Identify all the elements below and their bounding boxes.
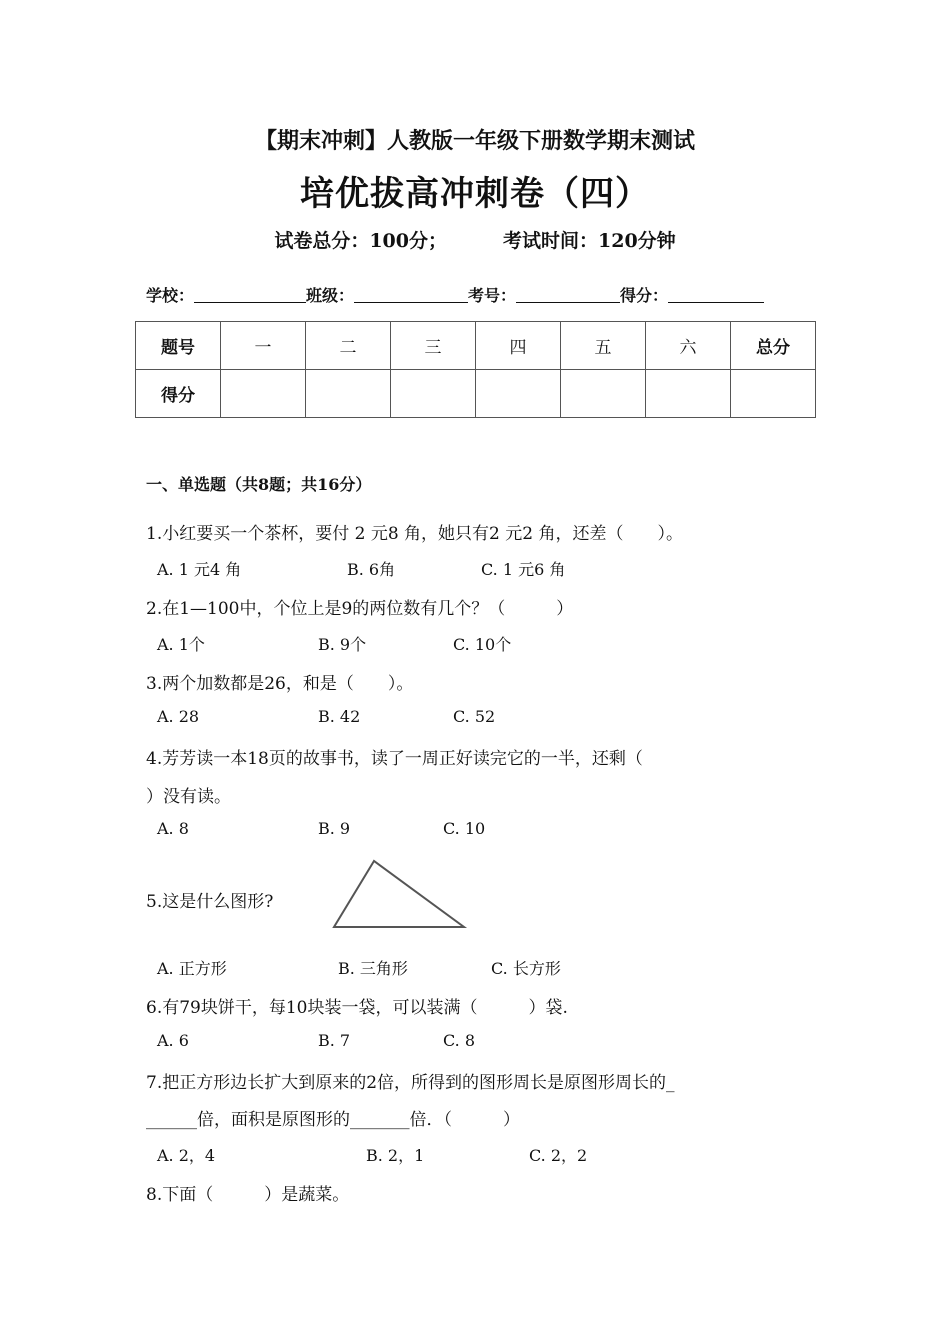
score-cell[interactable] (306, 370, 391, 418)
exam-title-line2: 培优拔高冲刺卷（四） (300, 174, 650, 214)
q3-option-c[interactable]: C. 52 (453, 707, 496, 726)
q7-option-a[interactable]: A. 2，4 (157, 1146, 216, 1165)
class-blank[interactable] (354, 286, 468, 303)
q3-option-b[interactable]: B. 42 (318, 707, 361, 726)
q6-option-a[interactable]: A. 6 (157, 1031, 189, 1050)
score-cell[interactable] (646, 370, 731, 418)
q4-option-a[interactable]: A. 8 (157, 819, 189, 838)
q6-option-b[interactable]: B. 7 (318, 1031, 351, 1050)
total-score: 试卷总分：100分； (274, 230, 447, 252)
question-7-line1: 7.把正方形边长扩大到原来的2倍，所得到的图形周长是原图形周长的_ (146, 1073, 675, 1093)
exam-meta (0, 226, 950, 253)
score-row-label: 得分 (136, 370, 221, 418)
exam-title-line1: 【期末冲刺】人教版一年级下册数学期末测试 (254, 128, 695, 154)
question-8: 8.下面（ ）是蔬菜。 (146, 1185, 350, 1205)
question-3: 3.两个加数都是26，和是（ ）。 (146, 674, 414, 694)
question-5: 5.这是什么图形? (146, 892, 274, 912)
exam-time: 考试时间：120分钟 (503, 230, 676, 252)
question-7-line2: ______倍，面积是原图形的_______倍．（ ） (146, 1110, 520, 1130)
score-cell[interactable] (221, 370, 306, 418)
q1-option-a[interactable]: A. 1 元4 角 (157, 560, 242, 579)
score-table-header: 三 (391, 322, 476, 370)
score-label: 得分： (620, 286, 669, 305)
score-table-header: 二 (306, 322, 391, 370)
q1-option-b[interactable]: B. 6角 (347, 560, 396, 579)
q5-option-c[interactable]: C. 长方形 (491, 959, 561, 978)
question-6: 6.有79块饼干，每10块装一袋，可以装满（ ）袋. (146, 998, 568, 1018)
q1-option-c[interactable]: C. 1 元6 角 (481, 560, 566, 579)
q2-option-a[interactable]: A. 1个 (157, 635, 205, 654)
triangle-figure (330, 858, 470, 932)
question-2: 2.在1—100中，个位上是9的两位数有几个？（ ） (146, 599, 574, 619)
question-4-line1: 4.芳芳读一本18页的故事书，读了一周正好读完它的一半，还剩（ (146, 749, 643, 769)
q2-option-c[interactable]: C. 10个 (453, 635, 512, 654)
q4-option-c[interactable]: C. 10 (443, 819, 486, 838)
section-title: 一、单选题（共8题；共16分） (146, 475, 372, 494)
student-info-line (146, 283, 764, 306)
score-cell[interactable] (731, 370, 816, 418)
score-table-header: 总分 (731, 322, 816, 370)
score-table-header: 一 (221, 322, 306, 370)
score-table-header: 题号 (136, 322, 221, 370)
score-cell[interactable] (476, 370, 561, 418)
score-table-header-row (136, 322, 816, 370)
score-table-header: 六 (646, 322, 731, 370)
score-cell[interactable] (561, 370, 646, 418)
question-4-line2: ）没有读。 (146, 787, 231, 807)
score-table-header: 五 (561, 322, 646, 370)
q5-option-b[interactable]: B. 三角形 (338, 959, 408, 978)
q4-option-b[interactable]: B. 9 (318, 819, 351, 838)
number-label: 考号： (468, 286, 517, 305)
number-blank[interactable] (516, 286, 620, 303)
score-table (135, 321, 816, 418)
q7-option-b[interactable]: B. 2，1 (366, 1146, 425, 1165)
q5-option-a[interactable]: A. 正方形 (157, 959, 227, 978)
q3-option-a[interactable]: A. 28 (157, 707, 200, 726)
score-table-score-row (136, 370, 816, 418)
school-label: 学校： (146, 286, 195, 305)
score-table-header: 四 (476, 322, 561, 370)
q2-option-b[interactable]: B. 9个 (318, 635, 367, 654)
score-blank[interactable] (668, 286, 764, 303)
school-blank[interactable] (194, 286, 306, 303)
q7-option-c[interactable]: C. 2，2 (529, 1146, 588, 1165)
q6-option-c[interactable]: C. 8 (443, 1031, 476, 1050)
score-cell[interactable] (391, 370, 476, 418)
question-1: 1.小红要买一个茶杯，要付 2 元8 角，她只有2 元2 角，还差（ ）。 (146, 524, 684, 544)
class-label: 班级： (306, 286, 355, 305)
